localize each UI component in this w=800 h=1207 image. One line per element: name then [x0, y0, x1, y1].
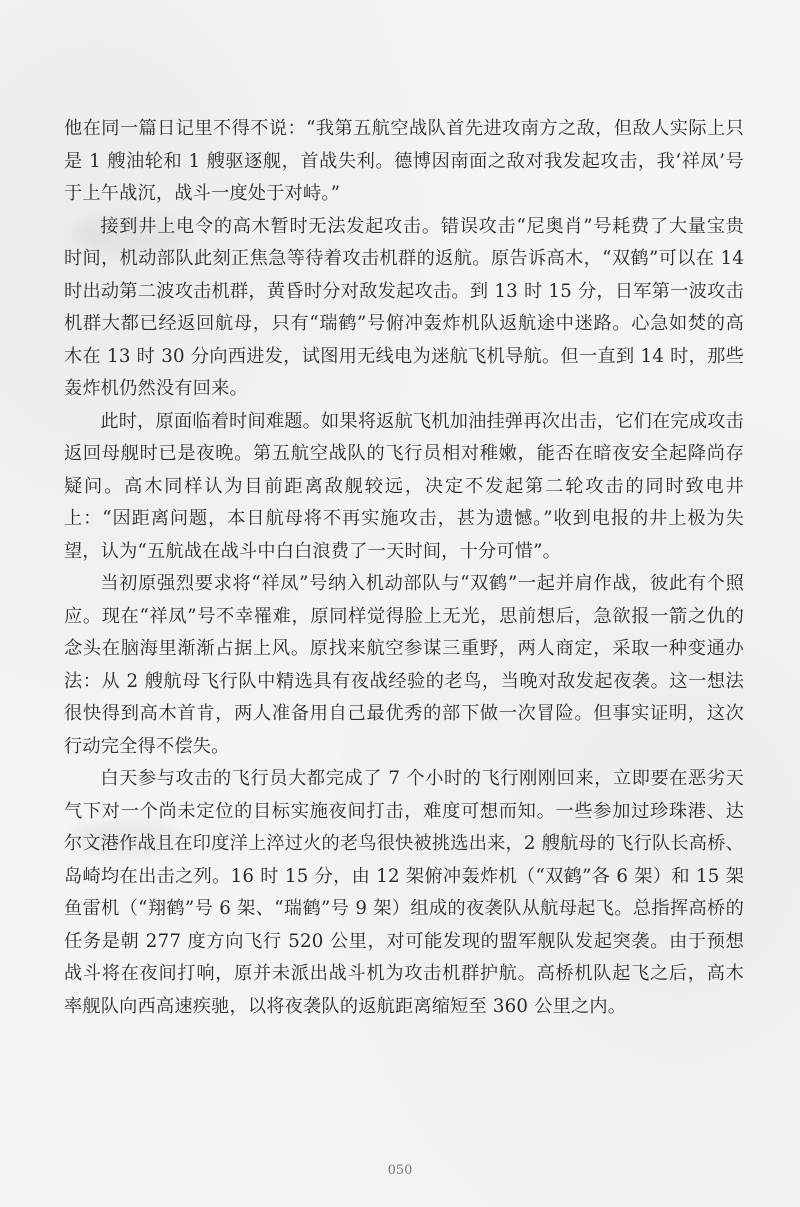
paragraph-4: 当初原强烈要求将“祥凤”号纳入机动部队与“双鹤”一起并肩作战，彼此有个照应。现在“祥凤”号不幸罹难，原同样觉得脸上无光，思前想后，急欲报一箭之仇的念头在脑海里渐渐占据上风。原找来航空参谋三重野，两人商定，采取一种变通办法：从 2 艘航母飞行队中精选具有夜战经验的老鸟，当晚对敌发起夜袭。这一想法很快得到高木首肯，两人准备用自己最优秀的部下做一次冒险。但事实证明，这次行动完全得不偿失。: [64, 573, 744, 757]
paragraph-3: 此时，原面临着时间难题。如果将返航飞机加油挂弹再次出击，它们在完成攻击返回母舰时已是夜晚。第五航空战队的飞行员相对稚嫩，能否在暗夜安全起降尚存疑问。高木同样认为目前距离敌舰较远，决定不发起第二轮攻击的同时致电井上：“因距离问题，本日航母将不再实施攻击，甚为遗憾。”收到电报的井上极为失望，认为“五航战在战斗中白白浪费了一天时间，十分可惜”。: [64, 410, 744, 562]
page-number: 050: [387, 1163, 413, 1178]
paragraph-5: 白天参与攻击的飞行员大都完成了 7 个小时的飞行刚刚回来，立即要在恶劣天气下对一个尚未定位的目标实施夜间打击，难度可想而知。一些参加过珍珠港、达尔文港作战且在印度洋上淬过火的老鸟很快被挑选出来，2 艘航母的飞行队长高桥、岛崎均在出击之列。16 时 15 分，由 12 架俯冲轰炸机（“双鹤”各 6 架）和 15 架鱼雷机（“翔鹤”号 6 架、“瑞鹤”号 9 架）组成的夜袭队从航母起飞。总指挥高桥的任务是朝 277 度方向飞行 520 公里，对可能发现的盟军舰队发起突袭。由于预想战斗将在夜间打响，原并未派出战斗机为攻击机群护航。高桥机队起飞之后，高木率舰队向西高速疾驰，以将夜袭队的返航距离缩短至 360 公里之内。: [64, 768, 744, 1017]
paragraph-1: 他在同一篇日记里不得不说：“我第五航空战队首先进攻南方之敌，但敌人实际上只是 1 艘油轮和 1 艘驱逐舰，首战失利。德博因南面之敌对我发起攻击，我‘祥凤’号于上午战沉，战斗一度处于对峙。”: [64, 118, 744, 204]
paragraph-2: 接到井上电令的高木暂时无法发起攻击。错误攻击“尼奥肖”号耗费了大量宝贵时间，机动部队此刻正焦急等待着攻击机群的返航。原告诉高木，“双鹤”可以在 14 时出动第二波攻击机群，黄昏时分对敌发起攻击。到 13 时 15 分，日军第一波攻击机群大都已经返回航母，只有“瑞鹤”号俯冲轰炸机队返航途中迷路。心急如焚的高木在 13 时 30 分向西进发，试图用无线电为迷航飞机导航。但一直到 14 时，那些轰炸机仍然没有回来。: [64, 215, 744, 399]
body-text: [64, 113, 744, 1023]
